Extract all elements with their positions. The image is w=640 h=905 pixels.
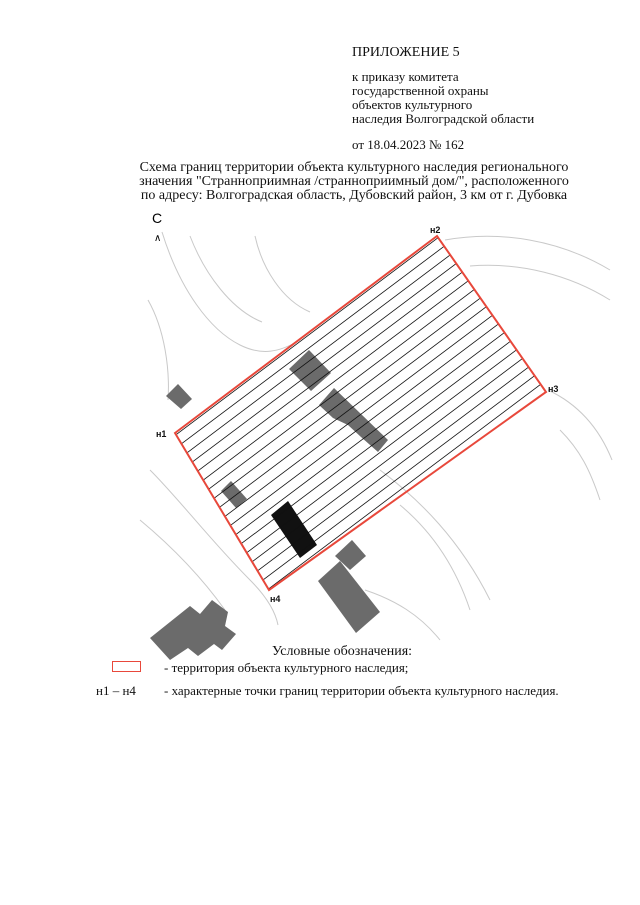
hatch-line	[195, 329, 640, 684]
legend-title: Условные обозначения:	[272, 644, 413, 659]
legend-territory-label: - территория объекта культурного наследия;	[164, 660, 409, 675]
hatch-line	[177, 303, 640, 658]
hatch-line	[71, 159, 543, 514]
point-label-n1: н1	[156, 429, 167, 439]
point-label-n3: н3	[548, 384, 559, 394]
point-label-n4: н4	[270, 594, 281, 604]
hatch-line	[152, 269, 624, 624]
appendix-title: ПРИЛОЖЕНИЕ 5	[352, 45, 460, 60]
hatch-line	[133, 244, 605, 599]
building-nw	[166, 384, 192, 409]
hatch-line	[146, 261, 618, 616]
hatch-line	[140, 252, 612, 607]
building-inside-3	[221, 481, 247, 508]
hatch-line	[164, 286, 636, 641]
hatch-line	[158, 278, 630, 633]
hatch-line	[84, 176, 559, 531]
hatch-line	[47, 125, 519, 480]
scheme-title-line-3: по адресу: Волгоградская область, Дубовский район, 3 км от г. Дубовка	[140, 188, 568, 203]
scheme-title-line-2: значения "Странноприимная /странноприимный дом/", расположенного	[139, 174, 569, 189]
point-label-n2: н2	[430, 225, 441, 235]
hatch-line	[127, 235, 599, 590]
north-letter: С	[152, 210, 163, 226]
building-south-b	[318, 561, 380, 633]
north-arrow-icon: ∧	[154, 233, 162, 244]
order-line-4: наследия Волгоградской области	[352, 111, 535, 126]
hatch-line	[59, 142, 531, 497]
hatch-line	[53, 133, 525, 488]
building-complex-sw	[150, 600, 236, 660]
order-line-2: государственной охраны	[352, 83, 489, 98]
order-line-1: к приказу комитета	[352, 69, 459, 84]
legend-points-key: н1 – н4	[96, 683, 136, 698]
territory-boundary	[175, 236, 546, 590]
legend-points-label: - характерные точки границ территории объекта культурного наследия.	[164, 683, 559, 698]
hatch-line	[171, 295, 640, 650]
hatch-line	[65, 150, 537, 505]
order-line-3: объектов культурного	[352, 97, 473, 112]
scheme-title-line-1: Схема границ территории объекта культурного наследия регионального	[139, 160, 569, 175]
hatch-line	[78, 167, 550, 522]
hatch-line	[201, 337, 640, 692]
hatch-line	[102, 201, 574, 556]
legend-territory-swatch	[112, 661, 141, 672]
order-date: от 18.04.2023 № 162	[352, 137, 465, 152]
